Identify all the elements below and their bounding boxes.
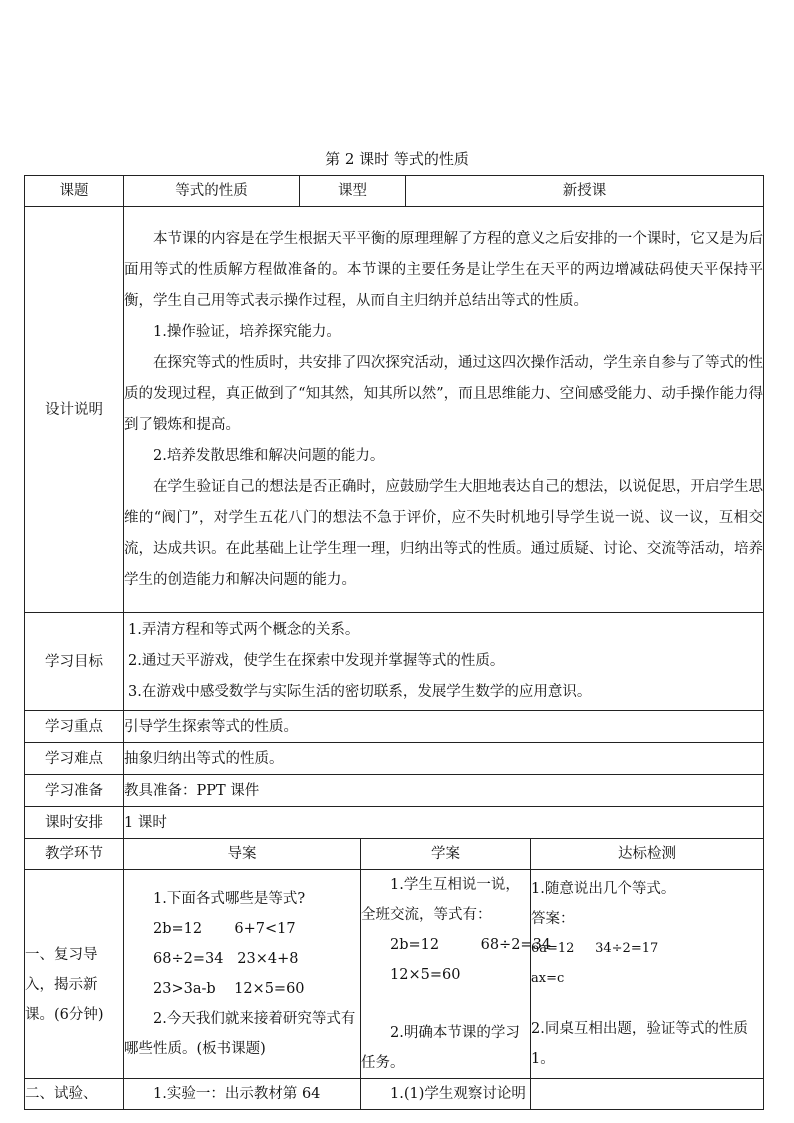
- objectives-row: [25, 613, 764, 711]
- objective-item: 2.通过天平游戏，使学生在探索中发现并掌握等式的性质。: [128, 653, 505, 669]
- stage1-guide: [124, 870, 361, 1079]
- stage1-check: [531, 870, 764, 1079]
- columns-row: [25, 839, 764, 870]
- design-label: 设计说明: [25, 207, 124, 613]
- guide-expression-row: 68÷2=34 23×4+8: [153, 951, 299, 967]
- stage1-row: [25, 870, 764, 1079]
- study-step-1: 1.学生互相说一说，全班交流，等式有：: [361, 877, 520, 923]
- design-paragraph: 在探究等式的性质时，共安排了四次探究活动，通过这四次操作活动，学生亲自参与了等式的性质的发现过程，真正做到了“知其然，知其所以然”，而且思维能力、空间感受能力、动手操作能力得到了锻炼和提高。: [124, 354, 764, 433]
- difficulty-label: 学习难点: [25, 743, 124, 775]
- type-value: 新授课: [406, 176, 764, 207]
- study-step-2: 2.明确本节课的学习任务。: [361, 1025, 520, 1071]
- design-row: [25, 207, 764, 613]
- key-point-value: 引导学生探索等式的性质。: [124, 711, 764, 743]
- objective-item: 1.弄清方程和等式两个概念的关系。: [128, 622, 360, 638]
- check-answer-label: 答案：: [531, 911, 575, 927]
- topic-label: 课题: [25, 176, 124, 207]
- study-expression-row: 12×5=60: [390, 967, 461, 983]
- guide-question-2: 2.今天我们就来接着研究等式有哪些性质。(板书课题): [124, 1011, 356, 1057]
- design-paragraph: 在学生验证自己的想法是否正确时，应鼓励学生大胆地表达自己的想法，以说促思，开启学生思维的“阀门”，对学生五花八门的想法不急于评价，应不失时机地引导学生说一说、议一议，互相交流，达成共识。在此基础上让学生理一理，归纳出等式的性质。通过质疑、讨论、交流等活动，培养学生的创造能力和解决问题的能力。: [124, 478, 764, 588]
- design-paragraph: 1.操作验证，培养探究能力。: [153, 323, 341, 340]
- column-stage: 教学环节: [25, 839, 124, 870]
- difficulty-row: [25, 743, 764, 775]
- guide-expression-row: 2b=12 6+7<17: [153, 921, 296, 937]
- stage2-guide: 1.实验一：出示教材第 64: [124, 1079, 361, 1110]
- objectives-content: [124, 613, 764, 711]
- check-item-1: 1.随意说出几个等式。: [531, 881, 676, 897]
- lesson-plan-table: [24, 175, 764, 1110]
- preparation-label: 学习准备: [25, 775, 124, 807]
- key-point-label: 学习重点: [25, 711, 124, 743]
- preparation-row: [25, 775, 764, 807]
- design-paragraph: 2.培养发散思维和解决问题的能力。: [153, 447, 385, 464]
- column-check: 达标检测: [531, 839, 764, 870]
- objectives-label: 学习目标: [25, 613, 124, 711]
- page-title: 第 2 课时 等式的性质: [325, 150, 469, 168]
- guide-question-1: 1.下面各式哪些是等式?: [153, 891, 306, 907]
- difficulty-value: 抽象归纳出等式的性质。: [124, 743, 764, 775]
- column-study: 学案: [361, 839, 531, 870]
- design-content: [124, 207, 764, 613]
- stage2-study: 1.(1)学生观察讨论明: [361, 1079, 531, 1110]
- stage2-check: [531, 1079, 764, 1110]
- schedule-row: [25, 807, 764, 839]
- check-item-2: 2.同桌互相出题，验证等式的性质 1。: [531, 1021, 748, 1067]
- guide-expression-row: 23>3a-b 12×5=60: [153, 981, 305, 997]
- header-row: [25, 176, 764, 207]
- study-expression-row: 2b=12 68÷2=34: [390, 937, 552, 953]
- stage2-row: [25, 1079, 764, 1110]
- key-point-row: [25, 711, 764, 743]
- column-guide: 导案: [124, 839, 361, 870]
- schedule-label: 课时安排: [25, 807, 124, 839]
- check-answer-row: 6a=12 34÷2=17: [531, 941, 659, 956]
- topic-value: 等式的性质: [124, 176, 300, 207]
- stage1-label: 一、复习导入，揭示新课。(6分钟): [25, 870, 124, 1079]
- stage2-label: 二、试验、: [25, 1079, 124, 1110]
- preparation-value: 教具准备：PPT 课件: [124, 775, 764, 807]
- check-answer-row: ax=c: [531, 971, 565, 986]
- objective-item: 3.在游戏中感受数学与实际生活的密切联系，发展学生数学的应用意识。: [128, 684, 592, 700]
- design-paragraph: 本节课的内容是在学生根据天平平衡的原理理解了方程的意义之后安排的一个课时，它又是为后面用等式的性质解方程做准备的。本节课的主要任务是让学生在天平的两边增减砝码使天平保持平衡，学生自己用等式表示操作过程，从而自主归纳并总结出等式的性质。: [124, 230, 764, 309]
- type-label: 课型: [300, 176, 406, 207]
- schedule-value: 1 课时: [124, 807, 764, 839]
